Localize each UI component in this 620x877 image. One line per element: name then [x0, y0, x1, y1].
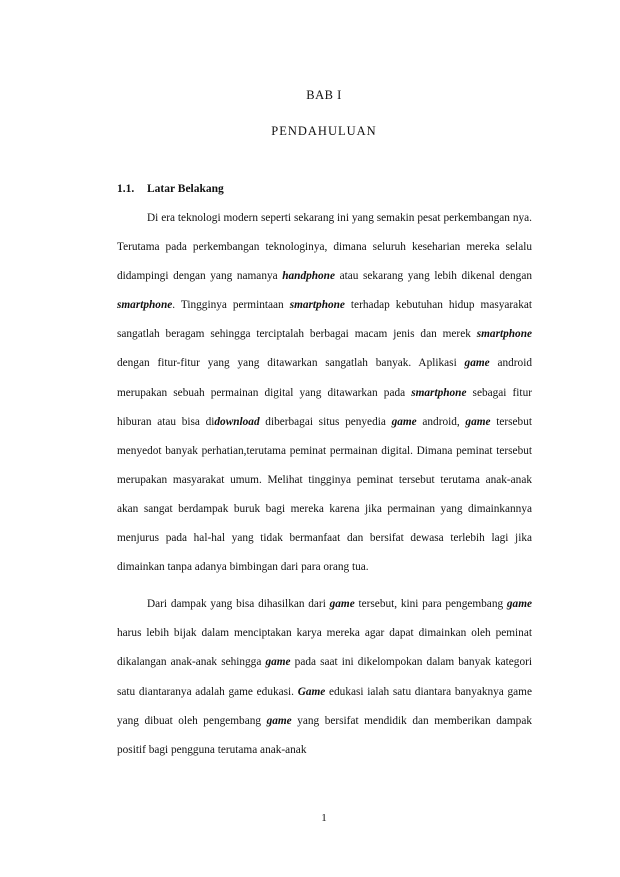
text-run: harus lebih bijak dalam menciptakan karya mereka agar dapat dimainkan oleh peminat dikalangan anak-anak sehingga [117, 627, 532, 669]
text-run: Di era teknologi modern seperti sekarang ini yang semakin pesat perkembangan nya. Terutama pada perkembangan teknologinya, dimana seluruh keseharian mereka selalu didampingi dengan yang namanya [117, 212, 532, 283]
text-run: terhadap kebutuhan hidup masyarakat sangatlah beragam sehingga terciptalah berbagai macam jenis dan merek [117, 299, 532, 341]
italic-term: handphone [282, 270, 335, 283]
italic-term: smartphone [289, 299, 345, 312]
text-run: Dari dampak yang bisa dihasilkan dari [147, 598, 330, 611]
text-run: yang bersifat mendidik dan memberikan dampak positif bagi pengguna terutama anak-anak [117, 714, 532, 756]
chapter-label: BAB I [306, 88, 342, 102]
text-run: android, [416, 415, 466, 428]
page-number: 1 [321, 812, 327, 824]
italic-term: game [506, 598, 532, 611]
text-run: android merupakan sebuah permainan digital yang ditawarkan pada [117, 357, 532, 399]
text-run: diberbagai situs penyedia [259, 415, 392, 428]
paragraph [117, 590, 532, 765]
italic-term: smartphone [476, 328, 532, 341]
italic-term: game [329, 598, 355, 611]
text-run: . Tingginya permintaan [172, 299, 290, 312]
italic-term: smartphone [117, 299, 173, 312]
text-run: dengan fitur-fitur yang yang ditawarkan sangatlah banyak. Aplikasi [117, 357, 465, 370]
text-run: tersebut, kini para pengembang [354, 598, 507, 611]
italic-term: game [266, 714, 292, 727]
italic-term: game [265, 656, 291, 669]
section-title: Latar Belakang [147, 183, 224, 195]
italic-term: Game [297, 685, 326, 698]
chapter-title: PENDAHULUAN [271, 124, 377, 138]
italic-term: smartphone [411, 386, 467, 399]
italic-term: game [464, 357, 490, 370]
section-heading [117, 183, 224, 195]
text-run: pada saat ini dikelompokan dalam banyak kategori satu diantaranya adalah game edukasi. [117, 656, 532, 698]
italic-term: game [391, 415, 417, 428]
italic-term: download [214, 415, 260, 428]
text-run: atau sekarang yang lebih dikenal dengan [334, 270, 532, 283]
body-text [117, 204, 532, 765]
text-run: tersebut menyedot banyak perhatian,terutama peminat permainan digital. Dimana peminat tersebut merupakan masyarakat umum. Melihat tingginya peminat tersebut terutama anak-anak akan sangat berdampak buruk bagi mereka karena jika permainan yang dimainkannya menjurus pada hal-hal yang tidak bermanfaat dan bersifat dewasa terlebih lagi jika dimainkan tanpa adanya bimbingan dari para orang tua. [117, 415, 532, 574]
italic-term: game [465, 415, 491, 428]
paragraph [117, 204, 532, 582]
text-run: edukasi ialah satu diantara banyaknya game yang dibuat oleh pengembang [117, 685, 532, 727]
text-run: sebagai fitur hiburan atau bisa di [117, 386, 532, 428]
section-number: 1.1. [117, 183, 135, 195]
